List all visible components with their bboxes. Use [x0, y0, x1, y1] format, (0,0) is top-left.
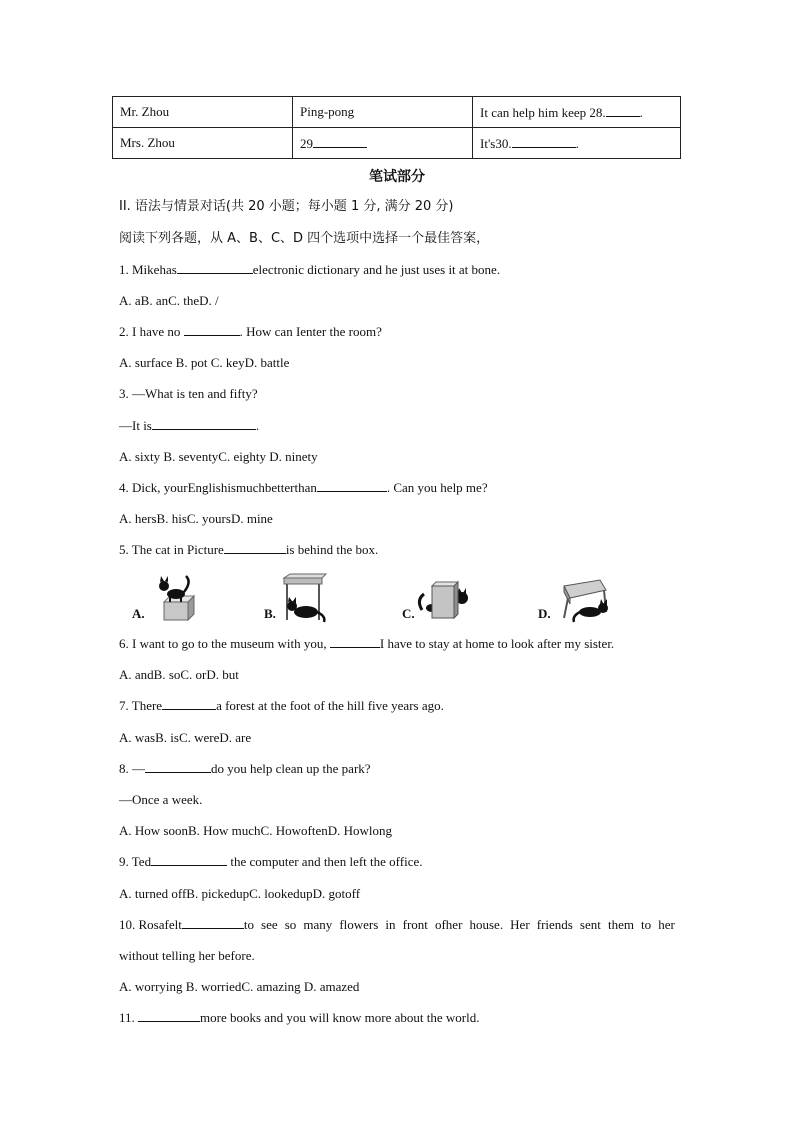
question-7 — [119, 697, 444, 715]
answer-blank[interactable] — [313, 135, 367, 148]
question-text: 5. The cat in Picture — [119, 542, 224, 557]
question-word: to — [243, 917, 254, 932]
options-1: A. aB. anC. theD. / — [119, 293, 219, 308]
question-word: in — [385, 917, 396, 932]
answer-blank[interactable] — [184, 323, 240, 336]
table-cell — [473, 97, 681, 128]
question-3-answer — [119, 417, 259, 435]
question-word: her — [658, 917, 675, 932]
table-cell: Mrs. Zhou — [113, 128, 293, 159]
answer-blank[interactable] — [317, 479, 387, 492]
question-8 — [119, 760, 371, 778]
cell-text: . — [639, 104, 643, 120]
option-letter: B. — [264, 606, 276, 621]
options-10: A. worrying B. worriedC. amazing D. amazed — [119, 979, 360, 994]
question-word: friends — [536, 917, 573, 932]
question-word: sent — [579, 917, 601, 932]
question-text: is behind the box. — [285, 542, 379, 557]
question-word: see — [261, 917, 278, 932]
table-row — [113, 97, 681, 128]
table-row — [113, 128, 681, 159]
question-text: . How can Ienter the room? — [239, 324, 382, 339]
answer-blank[interactable] — [606, 104, 640, 117]
question-11 — [119, 1009, 480, 1027]
answer-blank[interactable] — [182, 916, 244, 929]
question-word: them — [607, 917, 634, 932]
options-4: A. hersB. hisC. yoursD. mine — [119, 511, 273, 526]
question-4 — [119, 479, 488, 497]
question-text: more books and you will know more about the world. — [200, 1010, 480, 1025]
question-word: to — [641, 917, 652, 932]
answer-blank[interactable] — [145, 760, 211, 773]
answer-blank[interactable] — [138, 1009, 200, 1022]
question-10-continued: without telling her before. — [119, 948, 255, 963]
question-text: electronic dictionary and he just uses it at bone. — [252, 262, 501, 277]
option-letter: C. — [402, 606, 415, 621]
option-letter: A. — [132, 606, 145, 621]
question-text: . — [255, 418, 260, 433]
options-3: A. sixty B. seventyC. eighty D. ninety — [119, 449, 318, 464]
table-cell — [293, 128, 473, 159]
question-word: flowers — [339, 917, 379, 932]
options-6: A. andB. soC. orD. but — [119, 667, 239, 682]
question-9 — [119, 853, 422, 871]
question-text: 4. Dick, yourEnglishismuchbetterthan — [119, 480, 317, 495]
question-10 — [119, 916, 675, 934]
options-2: A. surface B. pot C. keyD. battle — [119, 355, 290, 370]
cell-text: 29 — [300, 135, 313, 151]
question-text: . Can you help me? — [386, 480, 488, 495]
question-text: a forest at the foot of the hill five years ago. — [216, 698, 444, 713]
question-word: house. — [469, 917, 504, 932]
question-text: 1. Mikehas — [119, 262, 177, 277]
picture-a[interactable] — [126, 572, 206, 628]
question-5 — [119, 541, 378, 559]
options-7: A. wasB. isC. wereD. are — [119, 730, 252, 745]
section-title: 笔试部分 — [369, 169, 425, 185]
table-cell: Ping-pong — [293, 97, 473, 128]
question-text — [119, 916, 254, 934]
question-text: 9. Ted — [119, 854, 152, 869]
cell-text: It's30. — [480, 135, 512, 151]
question-text: do you help clean up the park? — [211, 761, 371, 776]
instruction: 阅读下列各题，从 A、B、C、D 四个选项中选择一个最佳答案， — [119, 231, 490, 246]
question-6 — [119, 635, 614, 653]
options-8: A. How soonB. How muchC. HowoftenD. Howlong — [119, 823, 392, 838]
answer-blank[interactable] — [152, 417, 256, 430]
info-table — [112, 96, 681, 159]
question-word: many — [303, 917, 333, 932]
answer-blank[interactable] — [177, 261, 253, 274]
question-word: front — [402, 917, 428, 932]
question-text: 8. — — [119, 761, 145, 776]
picture-options — [126, 572, 606, 628]
question-word: ofher — [434, 917, 463, 932]
question-2 — [119, 323, 382, 341]
answer-blank[interactable] — [151, 853, 227, 866]
cat-under-table-icon — [260, 572, 340, 628]
question-text: 7. There — [119, 698, 163, 713]
answer-blank[interactable] — [224, 541, 286, 554]
question-text: 6. I want to go to the museum with you, — [119, 636, 330, 651]
question-text: 11. — [119, 1010, 139, 1025]
question-text: the computer and then left the office. — [227, 854, 423, 869]
picture-b[interactable] — [260, 572, 340, 628]
part-heading: II. 语法与情景对话(共 20 小题；每小题 1 分, 满分 20 分) — [119, 199, 454, 214]
question-word: Her — [510, 917, 530, 932]
picture-d[interactable] — [534, 572, 614, 628]
question-text: —It is — [119, 418, 152, 433]
option-letter: D. — [538, 606, 551, 621]
picture-c[interactable] — [402, 572, 482, 628]
question-word: so — [284, 917, 297, 932]
cat-under-table-icon — [534, 572, 614, 628]
question-text: 10. Rosafelt — [119, 917, 182, 932]
answer-blank[interactable] — [330, 635, 380, 648]
cat-on-box-icon — [126, 572, 206, 628]
question-3: 3. —What is ten and fifty? — [119, 386, 258, 401]
cat-behind-box-icon — [402, 572, 482, 628]
table-cell — [473, 128, 681, 159]
question-text: 2. I have no — [119, 324, 184, 339]
answer-blank[interactable] — [162, 697, 216, 710]
question-text: I have to stay at home to look after my sister. — [379, 636, 615, 651]
cell-text: . — [575, 135, 579, 151]
cell-text: It can help him keep 28. — [480, 104, 606, 120]
question-1 — [119, 261, 500, 279]
question-8-answer: —Once a week. — [119, 792, 203, 807]
options-9: A. turned offB. pickedupC. lookedupD. gotoff — [119, 886, 361, 901]
answer-blank[interactable] — [512, 135, 576, 148]
table-cell: Mr. Zhou — [113, 97, 293, 128]
